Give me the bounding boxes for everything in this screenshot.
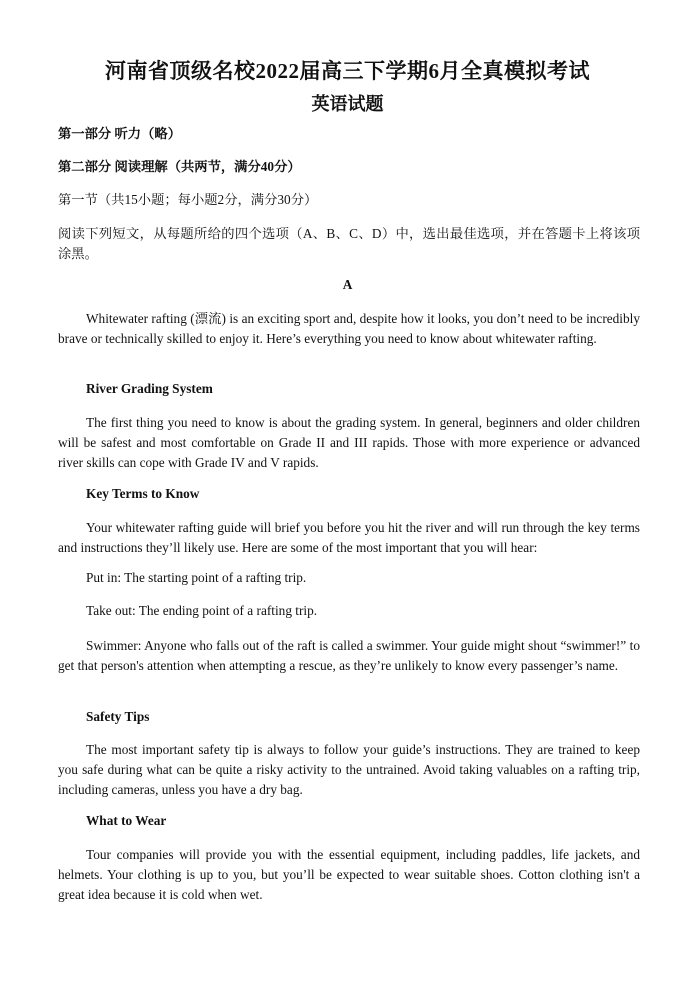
passage-intro: Whitewater rafting (漂流) is an exciting sport and, despite how it looks, you don’t need to be incredibly brave or technically skilled to enjoy it. Here’s everything you need to know about whitewater rafting. bbox=[58, 311, 640, 346]
terms-paragraph: Your whitewater rafting guide will brief you before you hit the river and will run through the key terms and instructions they’ll likely use. Here are some of the most important that you will hear: bbox=[58, 520, 640, 555]
term-put-in: Put in: The starting point of a rafting trip. bbox=[86, 570, 307, 585]
section1-heading: 第一节（共15小题；每小题2分，满分30分） bbox=[58, 192, 318, 207]
instructions-text: 阅读下列短文，从每题所给的四个选项（A、B、C、D）中，选出最佳选项，并在答题卡上将该项涂黑。 bbox=[58, 226, 640, 261]
wear-heading: What to Wear bbox=[86, 813, 167, 828]
term-take-out: Take out: The ending point of a rafting trip. bbox=[86, 603, 318, 618]
part1-heading: 第一部分 听力（略） bbox=[58, 126, 181, 141]
part2-heading: 第二部分 阅读理解（共两节，满分40分） bbox=[58, 159, 301, 174]
terms-heading: Key Terms to Know bbox=[86, 486, 200, 501]
safety-heading: Safety Tips bbox=[86, 709, 150, 724]
grading-heading: River Grading System bbox=[86, 381, 213, 396]
exam-subtitle: 英语试题 bbox=[311, 94, 384, 114]
wear-paragraph: Tour companies will provide you with the essential equipment, including paddles, life jackets, and helmets. Your clothing is up to you, but you’ll be expected to wear suitable shoes. Cotton clothing isn't a great idea because it is cold when wet. bbox=[58, 847, 640, 902]
grading-paragraph: The first thing you need to know is about the grading system. In general, beginners and older children will be safest and most comfortable on Grade II and III rapids. Those with more experience or advanced river skills can cope with Grade IV and V rapids. bbox=[58, 415, 640, 470]
safety-paragraph: The most important safety tip is always to follow your guide’s instructions. They are trained to keep you safe during what can be quite a risky activity to the untrained. Avoid taking valuables on a rafting trip, including cameras, unless you have a dry bag. bbox=[58, 742, 640, 797]
term-swimmer: Swimmer: Anyone who falls out of the raft is called a swimmer. Your guide might shout “swimmer!” to get that person's attention when attempting a rescue, as they’re unlikely to know every passenger’s name. bbox=[58, 638, 640, 673]
passage-label: A bbox=[342, 277, 353, 292]
exam-title: 河南省顶级名校2022届高三下学期6月全真模拟考试 bbox=[105, 59, 590, 83]
